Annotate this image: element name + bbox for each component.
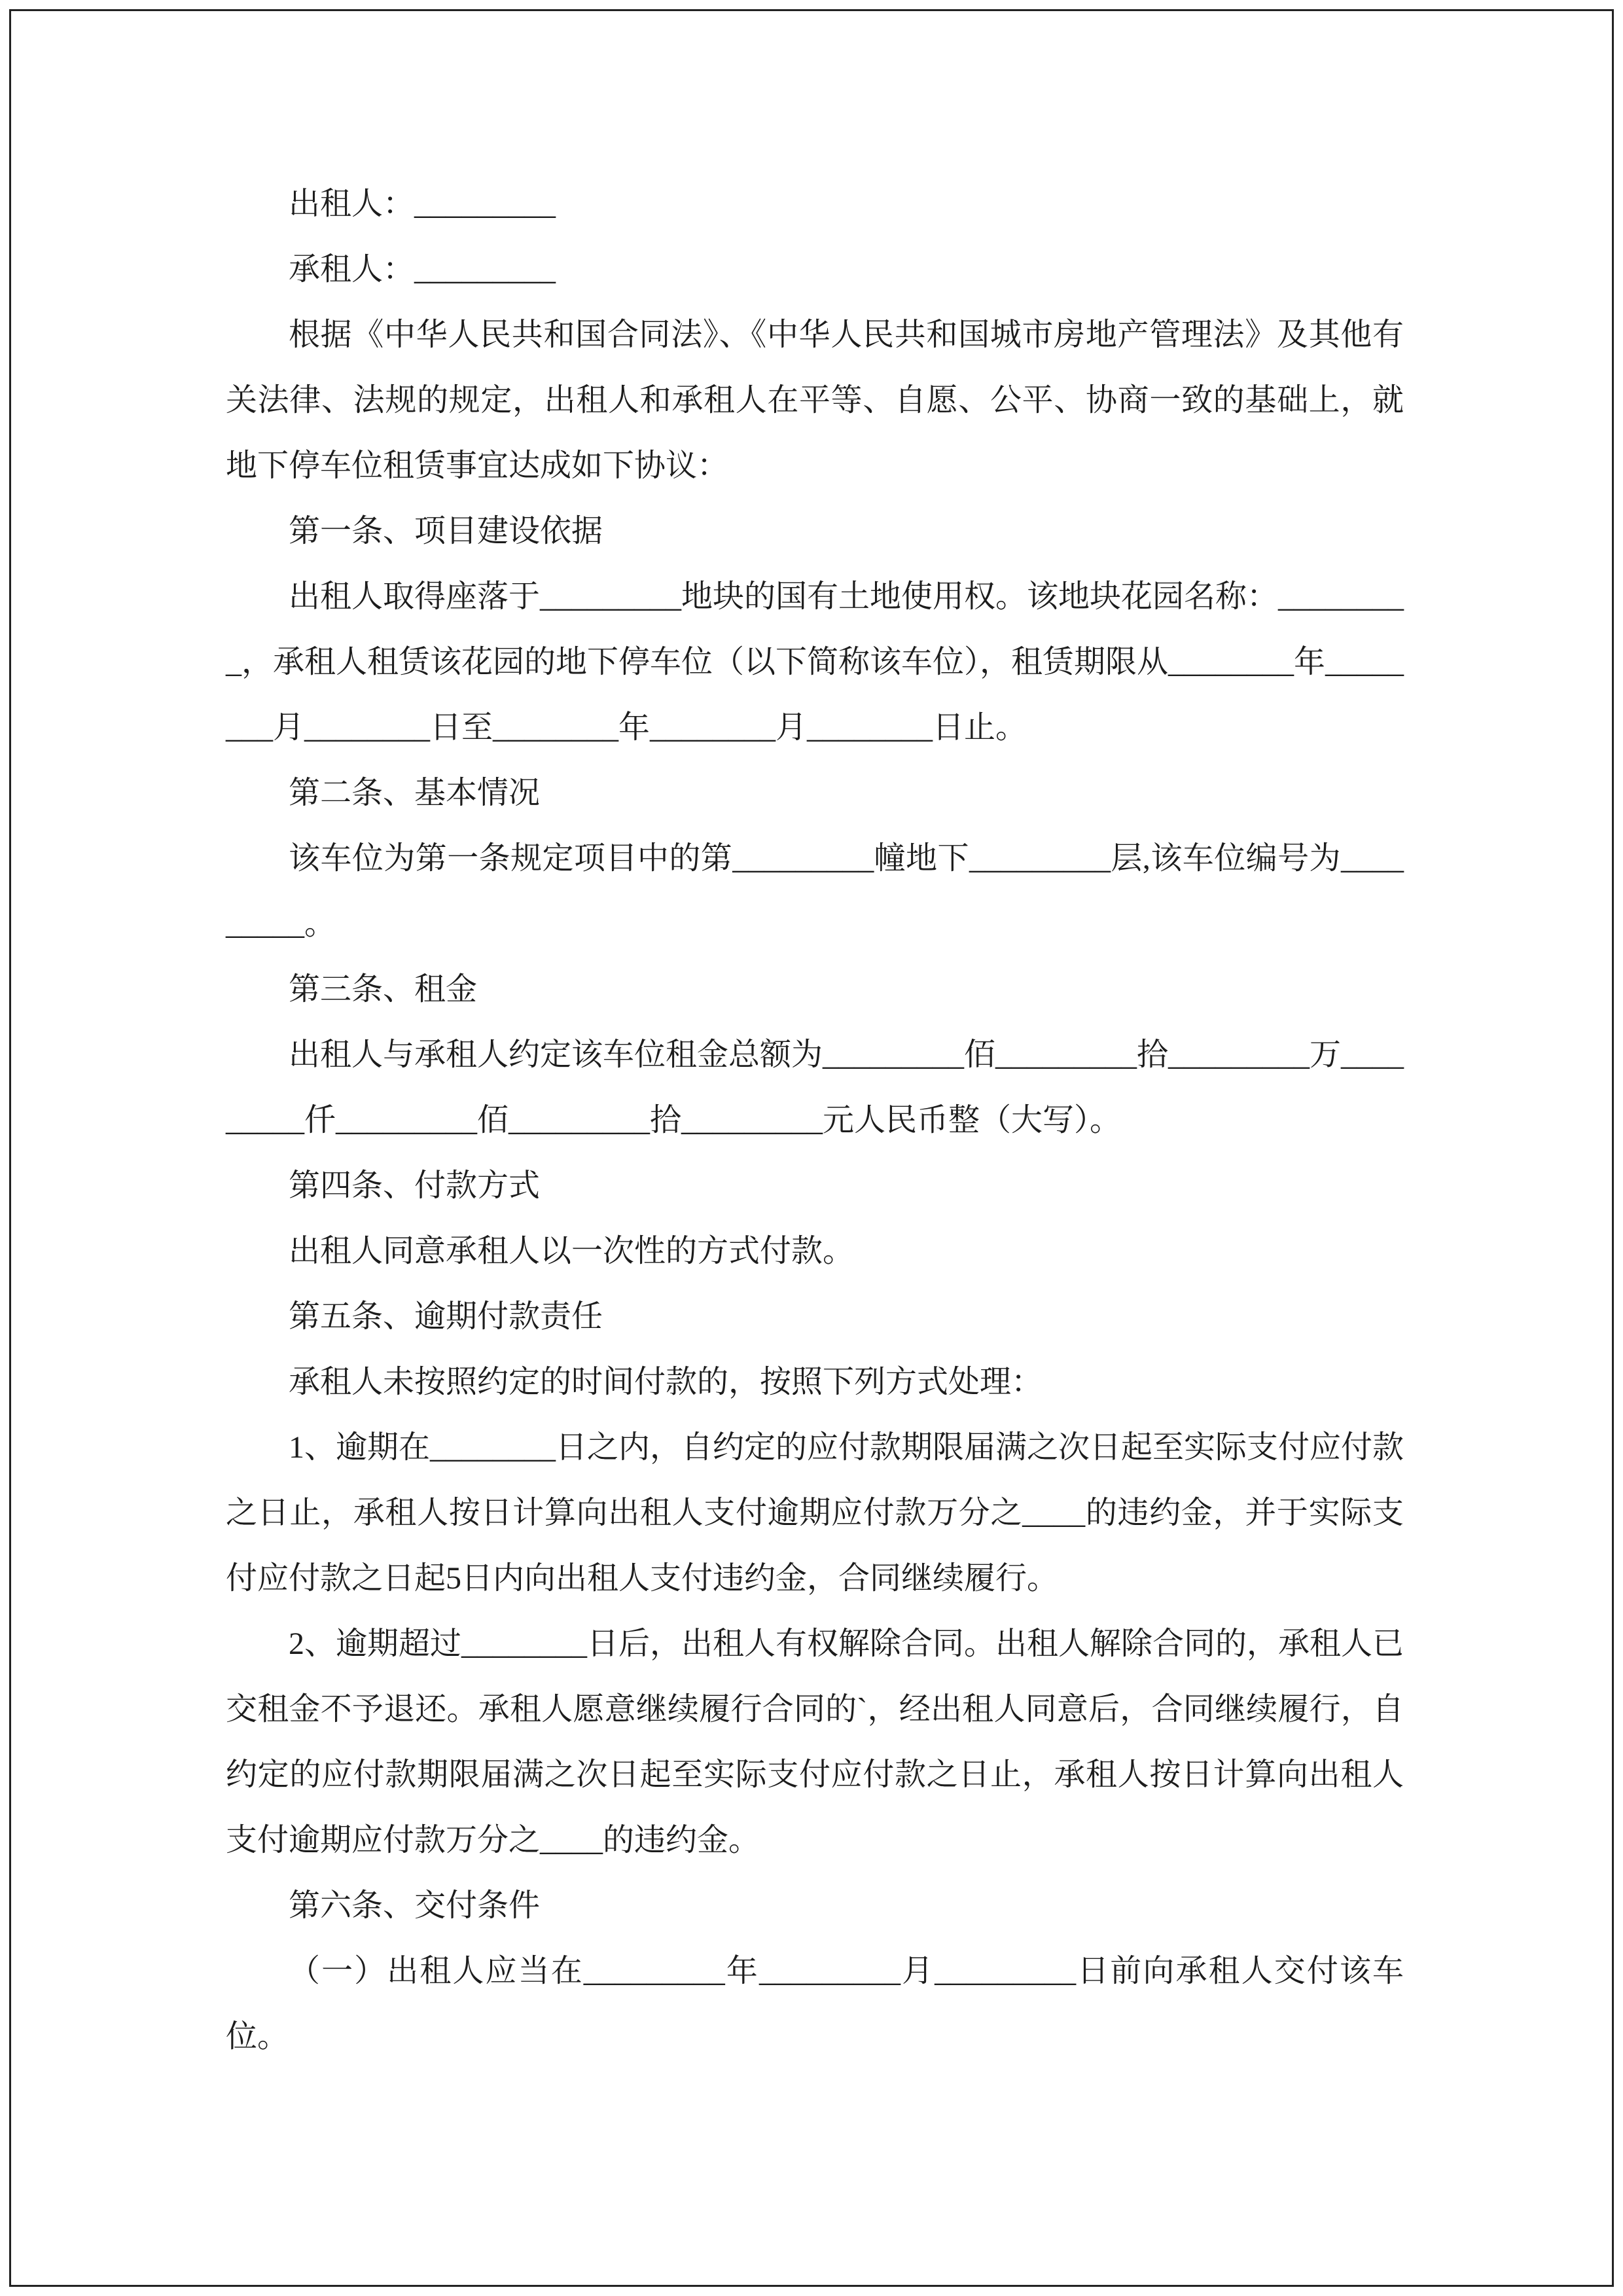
- contract-paragraph: 出租人：_________: [289, 187, 556, 221]
- contract-paragraph: 出租人取得座落于_________地块的国有土地使用权。该地块花园名称：_________，承租人租赁该花园的地下停车位（以下简称该车位），租赁期限从________年________月________日至________年________月________日止。: [226, 579, 1404, 745]
- contract-paragraph: 承租人：_________: [289, 252, 556, 287]
- clause-heading: 第三条、租金: [289, 972, 478, 1007]
- clause-heading: 第一条、项目建设依据: [289, 514, 603, 548]
- contract-paragraph: 出租人与承租人约定该车位租金总额为_________佰_________拾_________万_________仟_________佰_________拾_________元人民币整（大写）。: [226, 1037, 1404, 1138]
- contract-paragraph: 承租人未按照约定的时间付款的，按照下列方式处理：: [289, 1365, 1043, 1399]
- contract-paragraph: 出租人同意承租人以一次性的方式付款。: [289, 1234, 855, 1268]
- contract-paragraph: 2、逾期超过________日后，出租人有权解除合同。出租人解除合同的，承租人已交租金不予退还。承租人愿意继续履行合同的`，经出租人同意后，合同继续履行，自约定的应付款期限届满之次日起至实际支付应付款之日止，承租人按日计算向出租人支付逾期应付款万分之____的违约金。: [226, 1626, 1404, 1857]
- clause-heading: 第四条、付款方式: [289, 1168, 541, 1203]
- contract-paragraph: 1、逾期在________日之内，自约定的应付款期限届满之次日起至实际支付应付款之日止，承租人按日计算向出租人支付逾期应付款万分之____的违约金，并于实际支付应付款之日起5日内向出租人支付违约金，合同继续履行。: [226, 1430, 1404, 1596]
- contract-paragraph: （一）出租人应当在_________年_________月_________日前向承租人交付该车位。: [226, 1954, 1404, 2054]
- clause-heading: 第六条、交付条件: [289, 1888, 541, 1923]
- clause-heading: 第二条、基本情况: [289, 776, 541, 810]
- contract-document: [226, 171, 1404, 2070]
- clause-heading: 第五条、逾期付款责任: [289, 1299, 603, 1334]
- contract-paragraph: 根据《中华人民共和国合同法》、《中华人民共和国城市房地产管理法》及其他有关法律、法规的规定，出租人和承租人在平等、自愿、公平、协商一致的基础上，就地下停车位租赁事宜达成如下协议：: [226, 317, 1404, 483]
- contract-paragraph: 该车位为第一条规定项目中的第_________幢地下_________层,该车位编号为_________。: [226, 841, 1404, 941]
